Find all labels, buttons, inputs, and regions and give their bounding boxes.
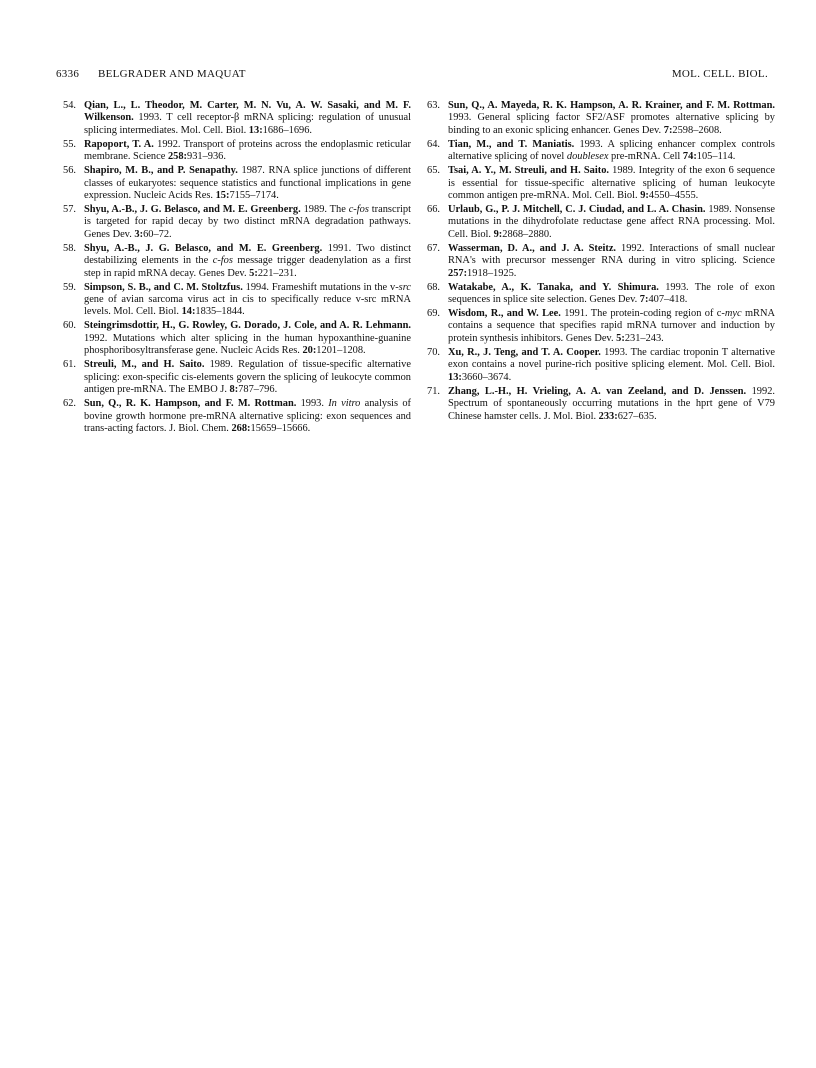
reference-number: 65. [427,165,440,177]
reference-volume: 257: [448,267,468,279]
reference-authors: Streuli, M., and H. Saito. [84,359,205,371]
reference-volume: 74: [682,151,697,163]
reference-authors: Qian, L., L. Theodor, M. Carter, M. N. Vu, A. W. Sasaki, and M. F. Wilkenson. [84,100,411,124]
reference-volume: 268: [231,422,251,434]
reference-item: 63. Sun, Q., A. Mayeda, R. K. Hampson, A. R. Krainer, and F. M. Rottman. 1993. General splicing factor SF2/ASF promotes alternative splicing by binding to an exonic splicing enhancer. Genes Dev. 7:2598–2608. [420,100,775,137]
reference-number: 54. [63,100,76,111]
reference-authors: Wasserman, D. A., and J. A. Steitz. [448,242,617,254]
reference-number: 58. [63,242,76,254]
reference-volume: 5: [249,267,258,279]
reference-number: 66. [427,204,440,216]
reference-authors: Simpson, S. B., and C. M. Stoltzfus. [84,281,243,293]
reference-item: 58. Shyu, A.-B., J. G. Belasco, and M. E. Greenberg. 1991. Two distinct destabilizing elements in the c-fos message trigger deadenylation as a first step in rapid mRNA decay. Genes Dev. 5:221–231. [56,243,411,280]
reference-volume: 258: [167,151,187,163]
reference-pages: 4550–4555. [648,190,699,202]
references-right-column [420,100,775,425]
reference-number: 70. [427,346,440,358]
reference-item: 62. Sun, Q., R. K. Hampson, and F. M. Rottman. 1993. In vitro analysis of bovine growth hormone pre-mRNA alternative splicing: exon sequences and trans-acting factors. J. Biol. Chem. 268:15659–15666. [56,398,411,435]
reference-volume: 15: [215,190,230,202]
reference-volume: 13: [448,371,462,383]
reference-volume: 7: [663,124,673,136]
reference-pages: 60–72. [143,228,172,240]
journal-name: MOL. CELL. BIOL. [671,68,768,80]
reference-pages: 407–418. [648,294,688,306]
reference-volume: 9: [640,190,649,202]
reference-pages: 2598–2608. [672,124,722,136]
page-number: 6336 [56,68,80,80]
running-authors: BELGRADER AND MAQUAT [98,68,246,80]
reference-authors: Zhang, L.-H., H. Vrieling, A. A. van Zeeland, and D. Jenssen. [448,385,747,397]
reference-authors: Urlaub, G., P. J. Mitchell, C. J. Ciudad, and L. A. Chasin. [448,204,706,216]
reference-authors: Xu, R., J. Teng, and T. A. Cooper. [448,346,601,358]
reference-item: 56. Shapiro, M. B., and P. Senapathy. 1987. RNA splice junctions of different classes of eukaryotes: sequence statistics and functional implications in gene expression. Nucleic Acids Res. 15:7155–7174. [56,165,411,202]
reference-number: 57. [63,204,76,216]
reference-pages: 787–796. [238,384,278,396]
reference-pages: 1918–1925. [467,267,517,279]
reference-authors: Sun, Q., R. K. Hampson, and F. M. Rottman. [84,398,297,410]
reference-number: 71. [427,385,440,397]
reference-number: 62. [63,398,76,410]
reference-pages: 627–635. [617,410,657,422]
reference-item: 57. Shyu, A.-B., J. G. Belasco, and M. E. Greenberg. 1989. The c-fos transcript is targeted for rapid decay by two distinct mRNA degradation pathways. Genes Dev. 3:60–72. [56,204,411,241]
reference-number: 56. [63,165,76,177]
reference-item: 54. Qian, L., L. Theodor, M. Carter, M. N. Vu, A. W. Sasaki, and M. F. Wilkenson. 1993. T cell receptor-β mRNA splicing: regulation of unusual splicing intermediates. Mol. Cell. Biol. 13:1686–1696. [56,100,411,137]
reference-authors: Shapiro, M. B., and P. Senapathy. [84,165,238,177]
reference-volume: 20: [302,345,317,357]
reference-volume: 5: [616,332,625,344]
running-header [56,68,768,84]
reference-volume: 8: [229,384,239,396]
reference-pages: 2868–2880. [502,228,552,240]
reference-number: 63. [427,100,440,111]
reference-pages: 1835–1844. [195,306,245,318]
reference-item: 61. Streuli, M., and H. Saito. 1989. Regulation of tissue-specific alternative splicing: exon-specific cis-elements govern the splicing of leukocyte common antigen pre-mRNA. The EMBO J. 8:787–796. [56,359,411,396]
reference-number: 64. [427,138,440,150]
reference-authors: Tian, M., and T. Maniatis. [448,138,575,150]
reference-number: 68. [427,281,440,293]
reference-number: 60. [63,320,76,332]
reference-pages: 3660–3674. [461,371,512,383]
reference-item: 59. Simpson, S. B., and C. M. Stoltzfus. 1994. Frameshift mutations in the v-src gene of avian sarcoma virus act in cis to specifically reduce v-src mRNA levels. Mol. Cell. Biol. 14:1835–1844. [56,282,411,319]
reference-item: 70. Xu, R., J. Teng, and T. A. Cooper. 1993. The cardiac troponin T alternative exon contains a novel purine-rich positive splicing element. Mol. Cell. Biol. 13:3660–3674. [420,347,775,384]
reference-item: 69. Wisdom, R., and W. Lee. 1991. The protein-coding region of c-myc mRNA contains a sequence that specifies rapid mRNA turnover and induction by protein synthesis inhibitors. Genes Dev. 5:231–243. [420,308,775,345]
reference-pages: 15659–15666. [250,422,311,434]
reference-pages: 221–231. [257,267,297,279]
reference-authors: Sun, Q., A. Mayeda, R. K. Hampson, A. R. Krainer, and F. M. Rottman. [448,100,775,111]
reference-pages: 7155–7174. [229,190,279,202]
reference-item: 64. Tian, M., and T. Maniatis. 1993. A splicing enhancer complex controls alternative splicing of novel doublesex pre-mRNA. Cell 74:105–114. [420,139,775,164]
reference-item: 55. Rapoport, T. A. 1992. Transport of proteins across the endoplasmic reticular membrane. Science 258:931–936. [56,139,411,164]
reference-authors: Tsai, A. Y., M. Streuli, and H. Saito. [448,165,609,177]
reference-authors: Steingrimsdottir, H., G. Rowley, G. Dorado, J. Cole, and A. R. Lehmann. [84,320,411,332]
reference-item: 68. Watakabe, A., K. Tanaka, and Y. Shimura. 1993. The role of exon sequences in splice site selection. Genes Dev. 7:407–418. [420,282,775,307]
reference-authors: Watakabe, A., K. Tanaka, and Y. Shimura. [448,281,659,293]
reference-authors: Shyu, A.-B., J. G. Belasco, and M. E. Greenberg. [84,242,323,254]
reference-number: 69. [427,308,440,320]
reference-number: 55. [63,138,76,150]
reference-item: 71. Zhang, L.-H., H. Vrieling, A. A. van Zeeland, and D. Jenssen. 1992. Spectrum of spontaneously occurring mutations in the hprt gene of V79 Chinese hamster cells. J. Mol. Biol. 233:627–635. [420,386,775,423]
reference-number: 61. [63,359,76,371]
reference-authors: Rapoport, T. A. [84,138,154,150]
reference-pages: 1201–1208. [316,345,366,357]
reference-authors: Shyu, A.-B., J. G. Belasco, and M. E. Greenberg. [84,204,301,216]
reference-item: 67. Wasserman, D. A., and J. A. Steitz. 1992. Interactions of small nuclear RNA's with precursor messenger RNA during in vitro splicing. Science 257:1918–1925. [420,243,775,280]
references-left-column [56,100,411,437]
reference-authors: Wisdom, R., and W. Lee. [448,308,561,320]
reference-number: 67. [427,242,440,254]
reference-volume: 7: [639,294,649,306]
reference-item: 66. Urlaub, G., P. J. Mitchell, C. J. Ciudad, and L. A. Chasin. 1989. Nonsense mutations in the dihydrofolate reductase gene affect RNA processing. Mol. Cell. Biol. 9:2868–2880. [420,204,775,241]
reference-pages: 1686–1696. [262,124,313,136]
reference-volume: 13: [248,124,263,136]
reference-pages: 105–114. [696,151,736,163]
reference-volume: 14: [181,306,196,318]
reference-item: 65. Tsai, A. Y., M. Streuli, and H. Saito. 1989. Integrity of the exon 6 sequence is essential for tissue-specific alternative splicing of human leukocyte common antigen pre-mRNA. Mol. Cell. Biol. 9:4550–4555. [420,165,775,202]
reference-volume: 233: [598,410,618,422]
reference-number: 59. [63,281,76,293]
reference-volume: 3: [134,228,144,240]
reference-pages: 231–243. [624,332,664,344]
reference-volume: 9: [493,228,503,240]
reference-pages: 931–936. [187,151,226,163]
reference-item: 60. Steingrimsdottir, H., G. Rowley, G. Dorado, J. Cole, and A. R. Lehmann. 1992. Mutations which alter splicing in the human hypoxanthine-guanine phosphoribosyltransferase gene. Nucleic Acids Res. 20:1201–1208. [56,320,411,357]
